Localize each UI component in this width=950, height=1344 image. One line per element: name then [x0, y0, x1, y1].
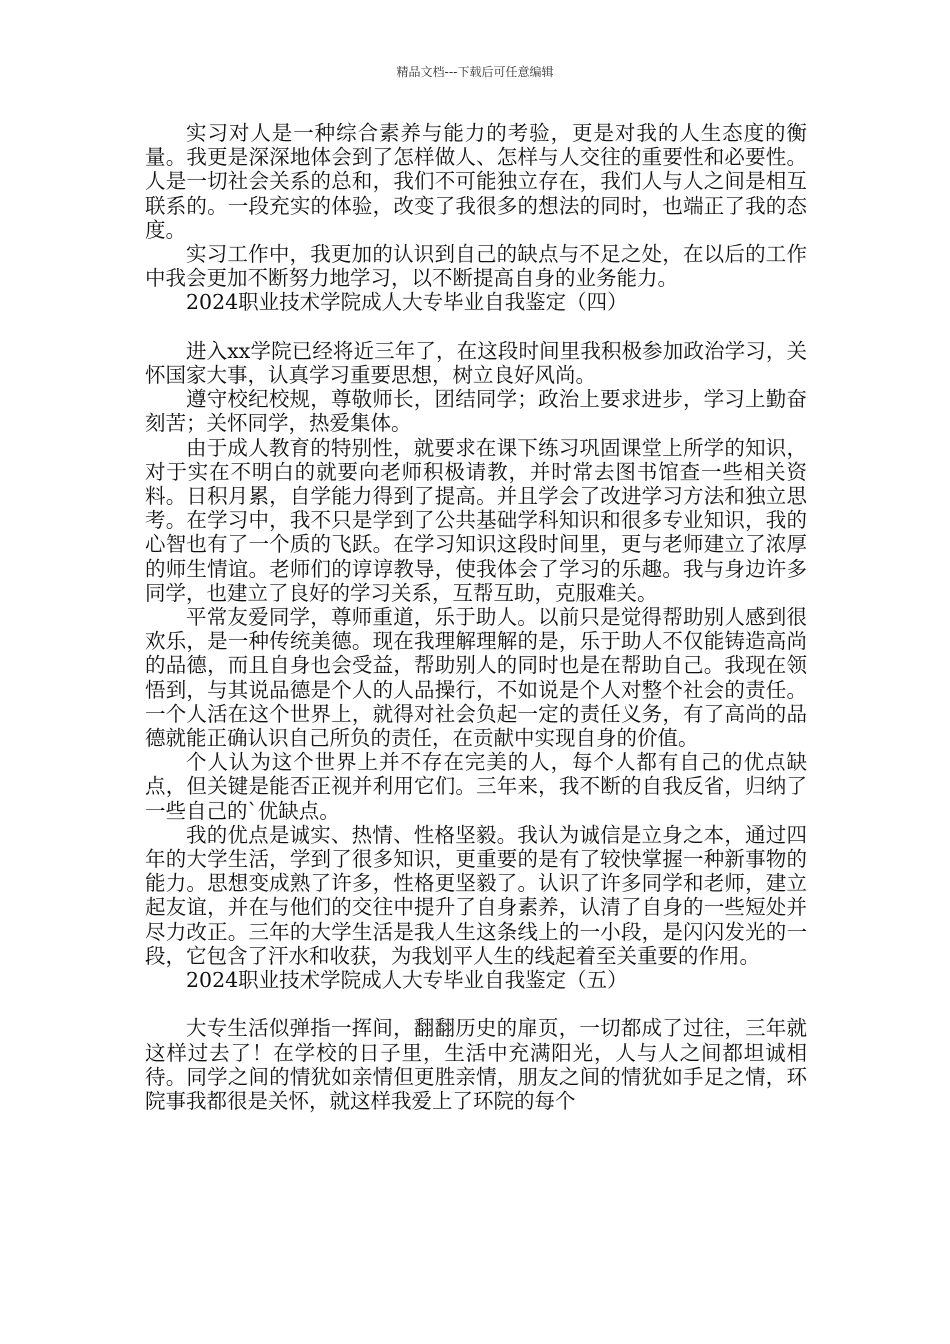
paragraph: 进入xx学院已经将近三年了，在这段时间里我积极参加政治学习，关怀国家大事，认真学习重要思想，树立良好风尚。: [145, 338, 807, 388]
page-header: 精品文档---下载后可任意编辑: [396, 65, 554, 79]
paragraph: 实习工作中，我更加的认识到自己的缺点与不足之处，在以后的工作中我会更加不断努力地学习，以不断提高自身的业务能力。: [145, 242, 807, 291]
paragraph: 个人认为这个世界上并不存在完美的人，每个人都有自己的优点缺点，但关键是能否正视并利用它们。三年来，我不断的自我反省，归纳了一些自己的`优缺点。: [145, 750, 807, 823]
paragraph: 平常友爱同学，尊师重道，乐于助人。以前只是觉得帮助别人感到很欢乐，是一种传统美德。现在我理解理解的是，乐于助人不仅能铸造高尚的品德，而且自身也会受益，帮助别人的同时也是在帮助自己。我现在领悟到，与其说品德是个人的人品操行，不如说是个人对整个社会的责任。一个人活在这个世界上，就得对社会负起一定的责任义务，有了高尚的品德就能正确认识自己所负的责任，在贡献中实现自身的价值。: [145, 605, 807, 751]
paragraph: 实习对人是一种综合素养与能力的考验，更是对我的人生态度的衡量。我更是深深地体会到了怎样做人、怎样与人交往的重要性和必要性。人是一切社会关系的总和，我们不可能独立存在，我们人与人之间是相互联系的。一段充实的体验，改变了我很多的想法的同时，也端正了我的态度。: [145, 121, 807, 242]
document-body: [145, 121, 807, 1113]
section-heading: 2024职业技术学院成人大专毕业自我鉴定（五）: [186, 968, 628, 993]
paragraph: 大专生活似弹指一挥间，翻翻历史的扉页，一切都成了过往，三年就这样过去了！在学校的日子里，生活中充满阳光，人与人之间都坦诚相待。同学之间的情犹如亲情但更胜亲情，朋友之间的情犹如手足之情，环院事我都很是关怀，就这样我爱上了环院的每个: [145, 1016, 807, 1114]
paragraph: 遵守校纪校规，尊敬师长，团结同学；政治上要求进步，学习上勤奋刻苦；关怀同学，热爱集体。: [145, 387, 807, 436]
paragraph: 由于成人教育的特别性，就要求在课下练习巩固课堂上所学的知识，对于实在不明白的就要向老师积极请教，并时常去图书馆查一些相关资料。日积月累，自学能力得到了提高。并且学会了改进学习方法和独立思考。在学习中，我不只是学到了公共基础学科知识和很多专业知识，我的心智也有了一个质的飞跃。在学习知识这段时间里，更与老师建立了浓厚的师生情谊。老师们的谆谆教导，使我体会了学习的乐趣。我与身边许多同学，也建立了良好的学习关系，互帮互助，克服难关。: [145, 435, 807, 605]
paragraph: 我的优点是诚实、热情、性格坚毅。我认为诚信是立身之本，通过四年的大学生活，学到了很多知识，更重要的是有了较快掌握一种新事物的能力。思想变成熟了许多，性格更坚毅了。认识了许多同学和老师，建立起友谊，并在与他们的交往中提升了自身素养，认清了自身的一些短处并尽力改正。三年的大学生活是我人生这条线上的一小段，是闪闪发光的一段，它包含了汗水和收获，为我划平人生的线起着至关重要的作用。: [145, 822, 807, 968]
section-heading: 2024职业技术学院成人大专毕业自我鉴定（四）: [186, 290, 628, 315]
